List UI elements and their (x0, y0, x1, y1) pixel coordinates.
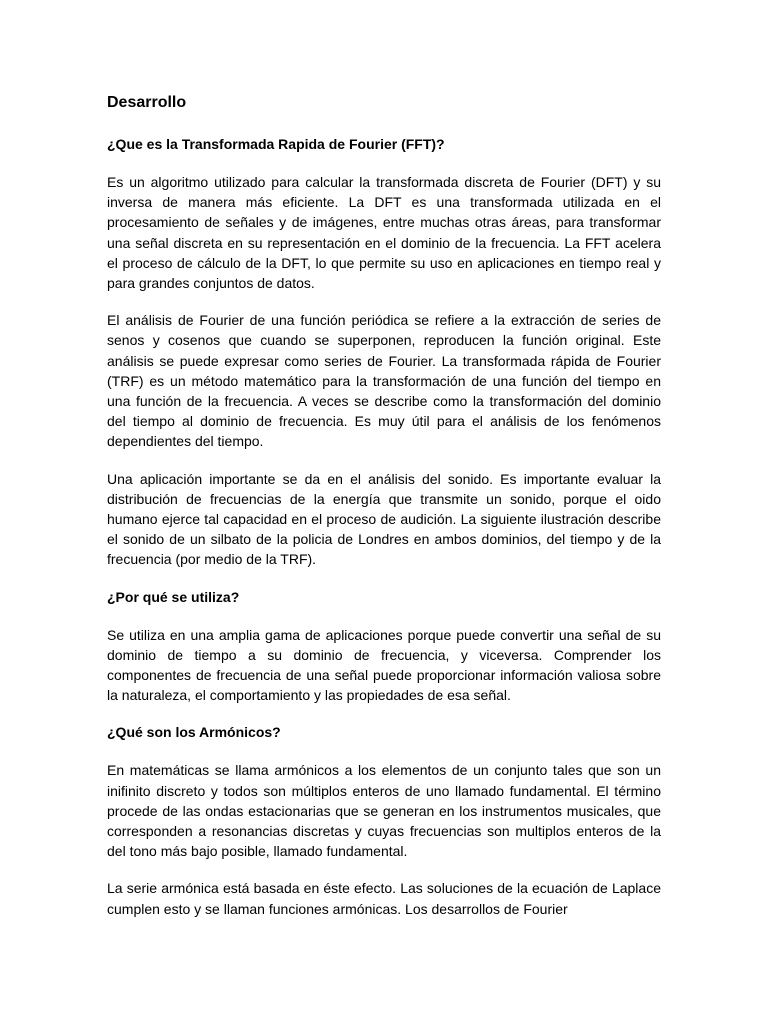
paragraph-fft-definition: Es un algoritmo utilizado para calcular la transformada discreta de Fourier (DFT) y su inversa de manera más eficiente. La DFT es una transformada utilizada en el procesamiento de señales y de imágenes, entre muchas otras áreas, para transformar una señal discreta en su representación en el dominio de la frecuencia. La FFT acelera el proceso de cálculo de la DFT, lo que permite su uso en aplicaciones en tiempo real y para grandes conjuntos de datos. (107, 174, 661, 292)
section-heading-why-used: ¿Por qué se utiliza? (107, 588, 240, 605)
section-heading-fft: ¿Que es la Transformada Rapida de Fourier (FFT)? (107, 136, 445, 152)
paragraph-fourier-analysis: El análisis de Fourier de una función periódica se refiere a la extracción de series de senos y cosenos que cuando se superponen, reproducen la función original. Este análisis se puede expresar como series de Fourier. La transformada rápida de Fourier (TRF) es un método matemático para la transformación de una función del tiempo en una función de la frecuencia. A veces se describe como la transformación del dominio del tiempo al dominio de frecuencia. Es muy útil para el análisis de los fenómenos dependientes del tiempo. (107, 312, 661, 450)
paragraph-harmonics-definition: En matemáticas se llama armónicos a los elementos de un conjunto tales que son un inifinito discreto y todos son múltiplos enteros de uno llamado fundamental. El término procede de las ondas estacionarias que se generan en los instrumentos musicales, que corresponden a resonancias discretas y cuyas frecuencias son multiplos enteros de la del tono más bajo posible, llamado fundamental. (107, 762, 661, 860)
paragraph-harmonic-series: La serie armónica está basada en éste efecto. Las soluciones de la ecuación de Laplace cumplen esto y se llaman funciones armónicas. Los desarrollos de Fourier (107, 880, 661, 917)
paragraph-why-used: Se utiliza en una amplia gama de aplicaciones porque puede convertir una señal de su dominio de tiempo a su dominio de frecuencia, y viceversa. Comprender los componentes de frecuencia de una señal puede proporcionar información valiosa sobre la naturaleza, el comportamiento y las propiedades de esa señal. (107, 626, 661, 704)
paragraph-sound-application: Una aplicación importante se da en el análisis del sonido. Es importante evaluar la distribución de frecuencias de la energía que transmite un sonido, porque el oido humano ejerce tal capacidad en el proceso de audición. La siguiente ilustración describe el sonido de un silbato de la policia de Londres en ambos dominios, del tiempo y de la frecuencia (por medio de la TRF). (107, 470, 661, 568)
section-heading-harmonics: ¿Qué son los Armónicos? (107, 724, 281, 741)
page-title: Desarrollo (107, 94, 187, 111)
document-page (107, 92, 661, 919)
